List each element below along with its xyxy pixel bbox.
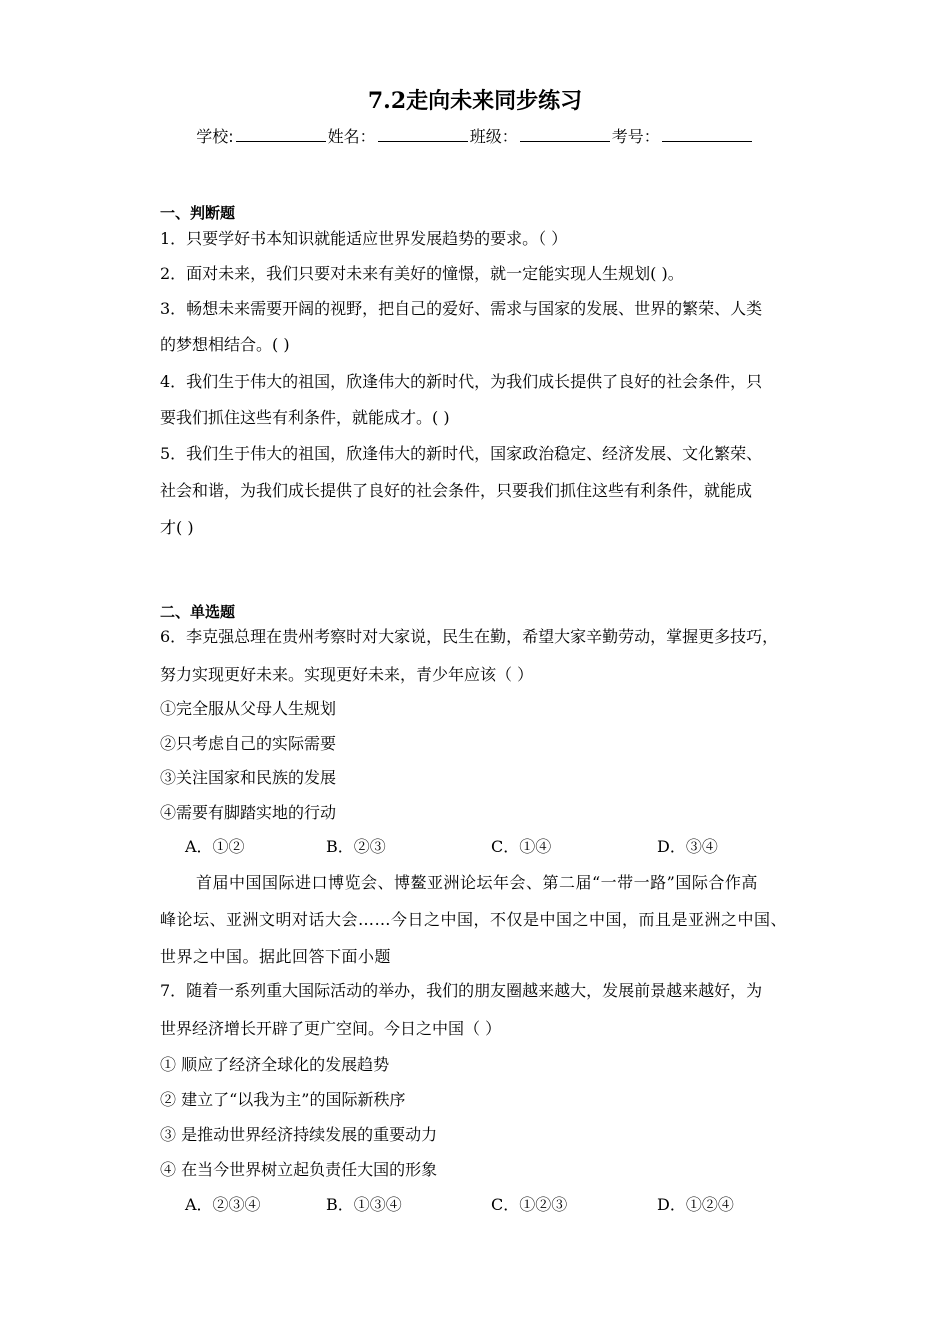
q6-option-b[interactable]: B．②③	[326, 837, 386, 856]
judge-question-5-line-3: 才( )	[160, 518, 194, 537]
q6-stem-line-2: 努力实现更好未来。实现更好未来，青少年应该（ ）	[160, 665, 534, 684]
school-blank[interactable]	[236, 127, 326, 142]
q7-stem-line-2: 世界经济增长开辟了更广空间。今日之中国（ ）	[160, 1019, 502, 1038]
q7-statement-3: ③ 是推动世界经济持续发展的重要动力	[160, 1125, 438, 1144]
q7-statement-1: ① 顺应了经济全球化的发展趋势	[160, 1055, 390, 1074]
school-label: 学校:	[196, 127, 234, 146]
judge-question-2: 2．面对未来，我们只要对未来有美好的憧憬，就一定能实现人生规划( )。	[160, 264, 684, 283]
q6-statement-3: ③关注国家和民族的发展	[160, 768, 337, 787]
q7-stem-line-1: 7．随着一系列重大国际活动的举办，我们的朋友圈越来越大，发展前景越来越好，为	[160, 981, 763, 1000]
material-line-2: 峰论坛、亚洲文明对话大会……今日之中国，不仅是中国之中国，而且是亚洲之中国、	[160, 910, 788, 929]
material-line-1: 首届中国国际进口博览会、博鳌亚洲论坛年会、第二届“一带一路”国际合作高	[196, 873, 758, 892]
section-judge-title: 一、判断题	[160, 204, 236, 222]
judge-question-5-line-1: 5．我们生于伟大的祖国，欣逢伟大的新时代，国家政治稳定、经济发展、文化繁荣、	[160, 444, 763, 463]
q7-statement-2: ② 建立了“以我为主”的国际新秩序	[160, 1090, 406, 1109]
q6-statement-1: ①完全服从父母人生规划	[160, 699, 337, 718]
q7-option-d[interactable]: D．①②④	[657, 1195, 734, 1214]
judge-question-1: 1．只要学好书本知识就能适应世界发展趋势的要求。（ ）	[160, 229, 568, 248]
q7-option-a[interactable]: A．②③④	[185, 1195, 261, 1214]
judge-question-5-line-2: 社会和谐，为我们成长提供了良好的社会条件，只要我们抓住这些有利条件，就能成	[160, 481, 753, 500]
section-single-title: 二、单选题	[160, 603, 236, 621]
exam-number-blank[interactable]	[662, 127, 752, 142]
judge-question-4-line-2: 要我们抓住这些有利条件，就能成才。( )	[160, 408, 450, 427]
exam-number-label: 考号：	[611, 127, 660, 146]
class-label: 班级：	[469, 127, 518, 146]
name-blank[interactable]	[378, 127, 468, 142]
judge-question-3-line-1: 3．畅想未来需要开阔的视野，把自己的爱好、需求与国家的发展、世界的繁荣、人类	[160, 299, 763, 318]
page-title: 7.2走向未来同步练习	[367, 88, 583, 114]
q6-option-a[interactable]: A．①②	[185, 837, 245, 856]
q7-option-c[interactable]: C．①②③	[491, 1195, 568, 1214]
q6-option-d[interactable]: D．③④	[657, 837, 718, 856]
name-label: 姓名：	[327, 127, 376, 146]
q6-statement-4: ④需要有脚踏实地的行动	[160, 803, 337, 822]
q6-option-c[interactable]: C．①④	[491, 837, 552, 856]
material-line-3: 世界之中国。据此回答下面小题	[160, 947, 392, 966]
student-info-row	[0, 124, 950, 147]
class-blank[interactable]	[520, 127, 610, 142]
q7-statement-4: ④ 在当今世界树立起负责任大国的形象	[160, 1160, 438, 1179]
q6-statement-2: ②只考虑自己的实际需要	[160, 734, 337, 753]
q7-option-b[interactable]: B．①③④	[326, 1195, 402, 1214]
judge-question-4-line-1: 4．我们生于伟大的祖国，欣逢伟大的新时代，为我们成长提供了良好的社会条件，只	[160, 372, 763, 391]
judge-question-3-line-2: 的梦想相结合。( )	[160, 335, 290, 354]
q6-stem-line-1: 6．李克强总理在贵州考察时对大家说，民生在勤，希望大家辛勤劳动，掌握更多技巧，	[160, 627, 779, 646]
